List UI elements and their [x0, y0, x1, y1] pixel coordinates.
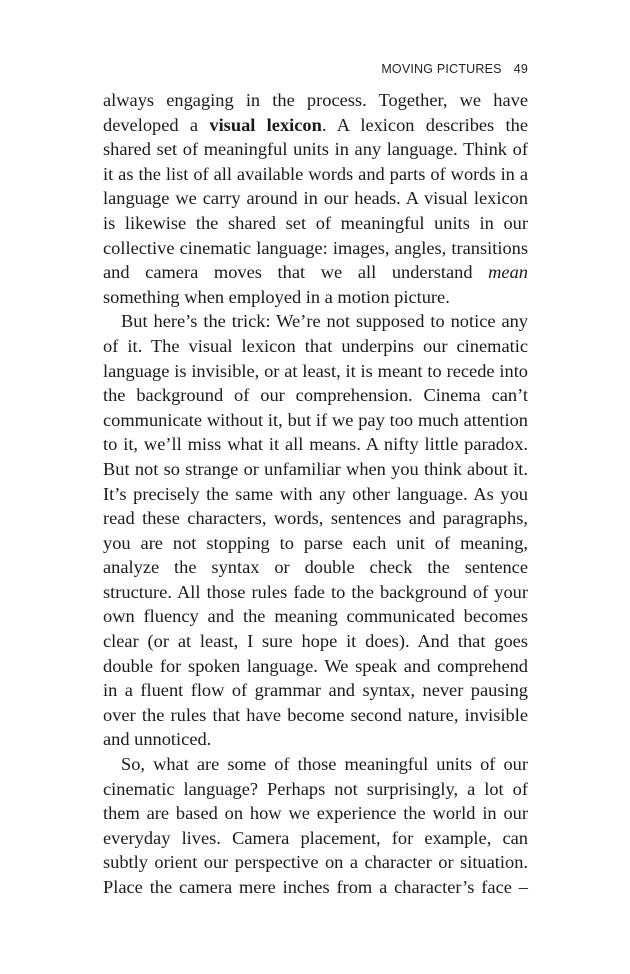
paragraph-3: So, what are some of those meaningful units of our cinematic language? Perhaps not surprisingly, a lot of them are based on how we experience the world in our everyday lives. Camera placement, for example, can subtly orient our perspective on a character or situation. Place the camera mere inches from a character’s face –	[103, 754, 528, 897]
running-title: MOVING PICTURES	[381, 62, 502, 76]
page-number: 49	[513, 62, 528, 76]
paragraph-1-text-c: something when employed in a motion picture.	[103, 286, 450, 307]
paragraph-1	[103, 88, 528, 309]
running-head	[381, 62, 528, 76]
term-visual-lexicon: visual lexicon	[209, 114, 322, 135]
paragraph-2: But here’s the trick: We’re not supposed to notice any of it. The visual lexicon that underpins our cinematic language is invisible, or at least, it is meant to recede into the background of our comprehension. Cinema can’t communicate without it, but if we pay too much attention to it, we’ll miss what it all means. A nifty little paradox. But not so strange or unfamiliar when you think about it. It’s precisely the same with any other language. As you read these characters, words, sentences and paragraphs, you are not stopping to parse each unit of meaning, analyze the syntax or double check the sentence structure. All those rules fade to the background of your own fluency and the meaning communicated becomes clear (or at least, I sure hope it does). And that goes double for spoken language. We speak and comprehend in a fluent flow of grammar and syntax, never pausing over the rules that have become second nature, invisible and unnoticed.	[103, 311, 528, 750]
paragraph-1-text-b: . A lexicon describes the shared set of meaningful units in any language. Think of it as the list of all available words and parts of words in a language we carry around in our heads. A visual lexicon is likewise the shared set of meaningful units in our collective cinematic language: images, angles, transitions and camera moves that we all understand	[103, 114, 528, 283]
page-body	[103, 88, 528, 900]
paragraph-1-text-a: always engaging in the process. Together, we have developed a	[103, 90, 528, 135]
emphasis-mean: mean	[488, 262, 528, 283]
